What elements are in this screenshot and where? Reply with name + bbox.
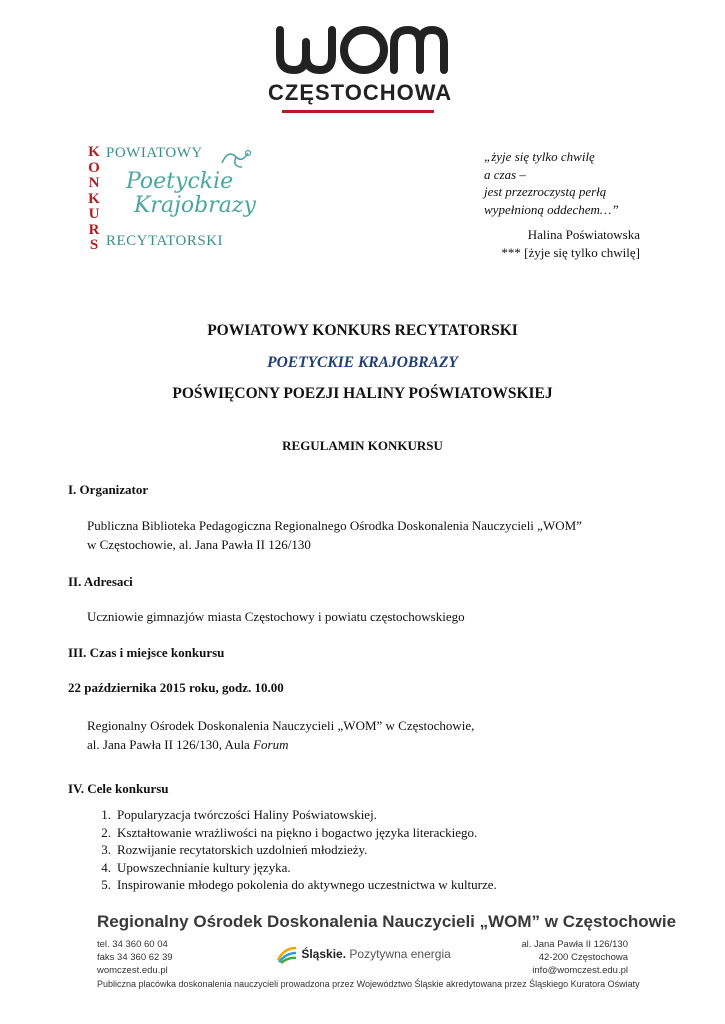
letter: U — [88, 206, 100, 222]
poem-quote — [484, 148, 644, 218]
footer-website-link[interactable]: womczest.edu.pl — [97, 965, 168, 976]
quote-author: Halina Poświatowska — [527, 227, 640, 242]
footer-contact — [97, 938, 173, 977]
venue-line: Regionalny Ośrodek Doskonalenia Nauczycieli „WOM” w Częstochowie, — [87, 718, 475, 733]
footer-fax: faks 34 360 62 39 — [97, 952, 173, 963]
letter: O — [88, 159, 100, 176]
quote-line: jest przezroczystą perłą — [484, 184, 607, 199]
goal-text: Popularyzacja twórczości Haliny Poświatowskiej. — [117, 807, 377, 822]
organizer-line: Publiczna Biblioteka Pedagogiczna Regionalnego Ośrodka Doskonalenia Nauczycieli „WOM” — [87, 518, 582, 533]
footer-city: 42-200 Częstochowa — [538, 952, 628, 963]
goal-text: Inspirowanie młodego pokolenia do aktywnego uczestnictwa w kulturze. — [117, 877, 497, 892]
venue-hall: Forum — [253, 737, 289, 752]
quote-line: „żyje się tylko chwilę — [484, 149, 595, 164]
quote-source: *** [żyje się tylko chwilę] — [501, 244, 640, 260]
logo-line-recytatorski: RECYTATORSKI — [106, 233, 224, 249]
wom-logo — [268, 22, 453, 108]
list-item: 3. Rozwijanie recytatorskich uzdolnień młodzieży. — [101, 842, 368, 857]
section-time-place-heading: III. Czas i miejsce konkursu — [68, 645, 225, 660]
audience-text: Uczniowie gimnazjów miasta Częstochowy i powiatu częstochowskiego — [87, 609, 465, 624]
logo-script-poetyckie: Poetyckie — [126, 169, 234, 194]
main-title: POWIATOWY KONKURS RECYTATORSKI — [207, 322, 518, 339]
list-item: 5. Inspirowanie młodego pokolenia do aktywnego uczestnictwa w kulturze. — [101, 877, 497, 892]
wom-mark-graphic — [268, 22, 448, 78]
venue-text — [87, 716, 474, 754]
contest-subtitle: POETYCKIE KRAJOBRAZY — [267, 354, 458, 371]
quote-attribution — [420, 226, 640, 261]
letter: S — [89, 237, 99, 253]
slaskie-logo — [276, 946, 451, 964]
list-item: 1. Popularyzacja twórczości Haliny Poświatowskiej. — [101, 807, 377, 822]
venue-line — [87, 735, 474, 754]
section-organizer-heading: I. Organizator — [68, 482, 149, 497]
footer-note: Publiczna placówka doskonalenia nauczycieli prowadzona przez Województwo Śląskie akredytowana przez Śląskiego Kuratora Oświaty — [97, 979, 640, 989]
flourish-icon — [218, 145, 254, 171]
slaskie-tagline: Pozytywna energia — [349, 947, 451, 962]
goals-list — [87, 806, 497, 894]
quote-line: wypełnioną oddechem…” — [484, 201, 619, 217]
footer-street: al. Jana Pawła II 126/130 — [521, 939, 628, 950]
wom-city-name: CZĘSTOCHOWA — [268, 80, 453, 105]
letter: N — [88, 175, 100, 191]
organizer-line: w Częstochowie, al. Jana Pawła II 126/130 — [87, 537, 311, 552]
list-item: 2. Kształtowanie wrażliwości na piękno i bogactwo języka literackiego. — [101, 824, 478, 840]
list-item: 4. Upowszechnianie kultury języka. — [101, 859, 291, 875]
venue-address: al. Jana Pawła II 126/130, Aula — [87, 737, 254, 752]
konkurs-vertical-letters — [86, 145, 102, 254]
goal-text: Kształtowanie wrażliwości na piękno i bogactwo języka literackiego. — [117, 824, 478, 840]
slaskie-leaf-icon — [276, 946, 298, 964]
footer-email-link[interactable]: info@womczest.edu.pl — [532, 965, 628, 976]
wom-underline — [282, 110, 434, 113]
goal-text: Rozwijanie recytatorskich uzdolnień młodzieży. — [117, 842, 368, 857]
goal-text: Upowszechnianie kultury języka. — [117, 859, 291, 875]
letter: R — [88, 221, 100, 238]
logo-script-krajobrazy: Krajobrazy — [134, 193, 256, 218]
footer-address — [480, 938, 628, 977]
letter: K — [88, 190, 100, 207]
footer-title: Regionalny Ośrodek Doskonalenia Nauczycieli „WOM” w Częstochowie — [97, 912, 677, 931]
section-goals-heading: IV. Cele konkursu — [68, 781, 169, 796]
organizer-text — [87, 516, 582, 554]
quote-line: a czas – — [484, 166, 526, 182]
regulamin-heading: REGULAMIN KONKURSU — [282, 438, 443, 453]
logo-line-powiatowy: POWIATOWY — [106, 145, 203, 161]
event-date: 22 października 2015 roku, godz. 10.00 — [68, 680, 284, 695]
footer-phone: tel. 34 360 60 04 — [97, 939, 168, 950]
dedication-title: POŚWIĘCONY POEZJI HALINY POŚWIATOWSKIEJ — [172, 385, 553, 402]
contest-logo — [86, 145, 256, 253]
slaskie-brand: Śląskie. — [301, 947, 347, 962]
letter: K — [88, 144, 100, 160]
section-audience-heading: II. Adresaci — [68, 574, 133, 589]
